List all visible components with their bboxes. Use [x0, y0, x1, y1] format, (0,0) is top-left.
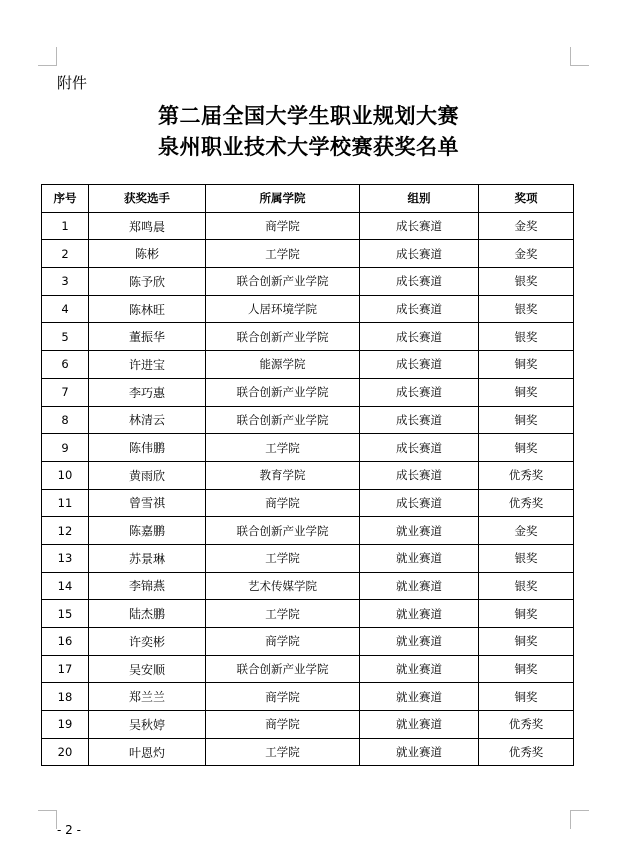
- college-cell: 联合创新产业学院: [206, 517, 360, 545]
- serial-number-cell: 3: [42, 268, 89, 296]
- college-cell: 联合创新产业学院: [206, 323, 360, 351]
- award-cell: 银奖: [479, 323, 574, 351]
- header-award: 奖项: [479, 185, 574, 213]
- college-cell: 联合创新产业学院: [206, 406, 360, 434]
- award-cell: 优秀奖: [479, 711, 574, 739]
- college-cell: 工学院: [206, 738, 360, 766]
- winner-name-cell: 陈林旺: [89, 295, 206, 323]
- group-cell: 成长赛道: [360, 351, 479, 379]
- winner-name-cell: 许进宝: [89, 351, 206, 379]
- award-cell: 优秀奖: [479, 461, 574, 489]
- college-cell: 教育学院: [206, 461, 360, 489]
- document-title-line-2: 泉州职业技术大学校赛获奖名单: [158, 134, 459, 159]
- table-row: [42, 295, 574, 323]
- header-college: 所属学院: [206, 185, 360, 213]
- award-cell: 铜奖: [479, 655, 574, 683]
- serial-number-cell: 10: [42, 461, 89, 489]
- winner-name-cell: 吴秋婷: [89, 711, 206, 739]
- table-row: [42, 655, 574, 683]
- group-cell: 就业赛道: [360, 655, 479, 683]
- award-cell: 优秀奖: [479, 489, 574, 517]
- college-cell: 商学院: [206, 212, 360, 240]
- group-cell: 就业赛道: [360, 572, 479, 600]
- serial-number-cell: 14: [42, 572, 89, 600]
- winner-name-cell: 陈伟鹏: [89, 434, 206, 462]
- winner-name-cell: 黄雨欣: [89, 461, 206, 489]
- award-cell: 铜奖: [479, 406, 574, 434]
- serial-number-cell: 18: [42, 683, 89, 711]
- group-cell: 就业赛道: [360, 738, 479, 766]
- group-cell: 就业赛道: [360, 628, 479, 656]
- table-row: [42, 517, 574, 545]
- crop-mark-bottom-left: [38, 810, 57, 829]
- award-cell: 银奖: [479, 268, 574, 296]
- table-row: [42, 212, 574, 240]
- table-row: [42, 683, 574, 711]
- college-cell: 能源学院: [206, 351, 360, 379]
- award-cell: 金奖: [479, 240, 574, 268]
- winner-name-cell: 李锦燕: [89, 572, 206, 600]
- table-row: [42, 711, 574, 739]
- header-group: 组别: [360, 185, 479, 213]
- group-cell: 成长赛道: [360, 240, 479, 268]
- award-cell: 铜奖: [479, 600, 574, 628]
- award-cell: 铜奖: [479, 628, 574, 656]
- serial-number-cell: 13: [42, 544, 89, 572]
- college-cell: 人居环境学院: [206, 295, 360, 323]
- college-cell: 商学院: [206, 711, 360, 739]
- college-cell: 工学院: [206, 434, 360, 462]
- college-cell: 联合创新产业学院: [206, 655, 360, 683]
- serial-number-cell: 4: [42, 295, 89, 323]
- serial-number-cell: 8: [42, 406, 89, 434]
- winner-name-cell: 曾雪祺: [89, 489, 206, 517]
- table-header-row: [42, 185, 574, 213]
- serial-number-cell: 5: [42, 323, 89, 351]
- serial-number-cell: 19: [42, 711, 89, 739]
- crop-mark-top-right: [570, 47, 589, 66]
- award-cell: 银奖: [479, 544, 574, 572]
- table-row: [42, 434, 574, 462]
- serial-number-cell: 2: [42, 240, 89, 268]
- award-cell: 银奖: [479, 295, 574, 323]
- group-cell: 成长赛道: [360, 461, 479, 489]
- table-row: [42, 406, 574, 434]
- serial-number-cell: 15: [42, 600, 89, 628]
- table-row: [42, 600, 574, 628]
- group-cell: 成长赛道: [360, 323, 479, 351]
- group-cell: 成长赛道: [360, 378, 479, 406]
- table-row: [42, 628, 574, 656]
- group-cell: 成长赛道: [360, 268, 479, 296]
- winner-name-cell: 叶恩灼: [89, 738, 206, 766]
- table-row: [42, 378, 574, 406]
- award-cell: 铜奖: [479, 434, 574, 462]
- group-cell: 就业赛道: [360, 711, 479, 739]
- winner-name-cell: 苏景琳: [89, 544, 206, 572]
- header-serial-number: 序号: [42, 185, 89, 213]
- college-cell: 工学院: [206, 600, 360, 628]
- college-cell: 商学院: [206, 628, 360, 656]
- group-cell: 成长赛道: [360, 212, 479, 240]
- award-cell: 铜奖: [479, 351, 574, 379]
- college-cell: 联合创新产业学院: [206, 268, 360, 296]
- winner-name-cell: 李巧惠: [89, 378, 206, 406]
- group-cell: 就业赛道: [360, 544, 479, 572]
- table-row: [42, 240, 574, 268]
- table-row: [42, 738, 574, 766]
- group-cell: 就业赛道: [360, 517, 479, 545]
- winner-name-cell: 陈彬: [89, 240, 206, 268]
- header-winner: 获奖选手: [89, 185, 206, 213]
- attachment-label: 附件: [57, 74, 88, 92]
- table-row: [42, 323, 574, 351]
- serial-number-cell: 9: [42, 434, 89, 462]
- page-number: - 2 -: [57, 823, 81, 837]
- award-cell: 优秀奖: [479, 738, 574, 766]
- group-cell: 成长赛道: [360, 434, 479, 462]
- award-cell: 金奖: [479, 212, 574, 240]
- winner-name-cell: 陈予欣: [89, 268, 206, 296]
- serial-number-cell: 11: [42, 489, 89, 517]
- winner-name-cell: 许奕彬: [89, 628, 206, 656]
- award-cell: 银奖: [479, 572, 574, 600]
- serial-number-cell: 6: [42, 351, 89, 379]
- table-row: [42, 351, 574, 379]
- table-row: [42, 461, 574, 489]
- college-cell: 商学院: [206, 489, 360, 517]
- serial-number-cell: 1: [42, 212, 89, 240]
- winner-name-cell: 陆杰鹏: [89, 600, 206, 628]
- award-cell: 金奖: [479, 517, 574, 545]
- winner-name-cell: 郑鸣晨: [89, 212, 206, 240]
- serial-number-cell: 17: [42, 655, 89, 683]
- award-winners-table: [41, 184, 574, 766]
- crop-mark-top-left: [38, 47, 57, 66]
- college-cell: 工学院: [206, 544, 360, 572]
- serial-number-cell: 7: [42, 378, 89, 406]
- group-cell: 就业赛道: [360, 683, 479, 711]
- crop-mark-bottom-right: [570, 810, 589, 829]
- serial-number-cell: 20: [42, 738, 89, 766]
- table-body: [42, 212, 574, 766]
- group-cell: 就业赛道: [360, 600, 479, 628]
- award-cell: 铜奖: [479, 683, 574, 711]
- table-row: [42, 489, 574, 517]
- winner-name-cell: 林清云: [89, 406, 206, 434]
- college-cell: 艺术传媒学院: [206, 572, 360, 600]
- document-title-line-1: 第二届全国大学生职业规划大赛: [158, 103, 459, 128]
- group-cell: 成长赛道: [360, 295, 479, 323]
- award-cell: 铜奖: [479, 378, 574, 406]
- winner-name-cell: 董振华: [89, 323, 206, 351]
- group-cell: 成长赛道: [360, 489, 479, 517]
- serial-number-cell: 12: [42, 517, 89, 545]
- table-row: [42, 572, 574, 600]
- winner-name-cell: 郑兰兰: [89, 683, 206, 711]
- winner-name-cell: 吴安顺: [89, 655, 206, 683]
- table-row: [42, 268, 574, 296]
- table-row: [42, 544, 574, 572]
- college-cell: 工学院: [206, 240, 360, 268]
- college-cell: 联合创新产业学院: [206, 378, 360, 406]
- group-cell: 成长赛道: [360, 406, 479, 434]
- winner-name-cell: 陈嘉鹏: [89, 517, 206, 545]
- serial-number-cell: 16: [42, 628, 89, 656]
- college-cell: 商学院: [206, 683, 360, 711]
